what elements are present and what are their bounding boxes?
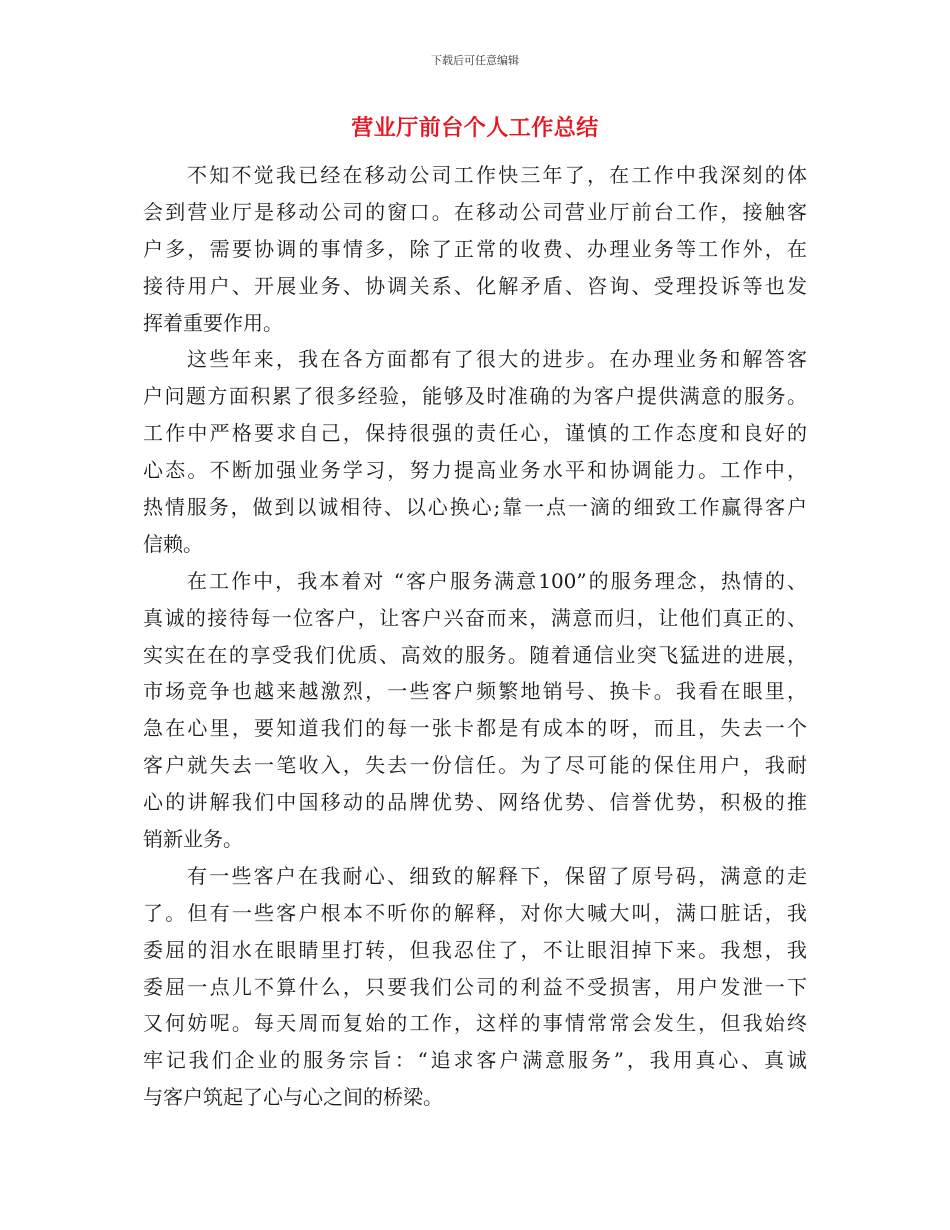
document-title: 营业厅前台个人工作总结 [351,115,599,141]
paragraph-line: 信赖。 [143,531,203,556]
paragraph-line: 不知不觉我已经在移动公司工作快三年了，在工作中我深刻的体 [187,163,807,187]
paragraph-line: 又何妨呢。每天周而复始的工作，这样的事情常常会发生，但我始终 [143,1011,807,1036]
paragraph-line: 客户就失去一笔收入，失去一份信任。为了尽可能的保住用户，我耐 [143,753,807,778]
paragraph-line: 真诚的接待每一位客户，让客户兴奋而来，满意而归，让他们真正的、 [143,605,807,630]
paragraph-line: 市场竞争也越来越激烈，一些客户频繁地销号、换卡。我看在眼里， [143,679,807,704]
paragraph-line: 急在心里，要知道我们的每一张卡都是有成本的呀，而且，失去一个 [143,716,807,741]
paragraph-line: 牢记我们企业的服务宗旨：“追求客户满意服务”，我用真心、真诚 [143,1048,807,1073]
paragraph-line: 工作中严格要求自己，保持很强的责任心，谨慎的工作态度和良好的 [143,421,807,446]
paragraph-line: 户多，需要协调的事情多，除了正常的收费、办理业务等工作外，在 [143,236,807,261]
paragraph-line: 实实在在的享受我们优质、高效的服务。随着通信业突飞猛进的进展， [143,642,807,667]
paragraph-line: 挥着重要作用。 [143,310,283,335]
paragraph [143,157,807,341]
paragraph [143,563,807,858]
paragraph-line: 这些年来，我在各方面都有了很大的进步。在办理业务和解答客 [187,347,807,372]
paragraph-line: 了。但有一些客户根本不听你的解释，对你大喊大叫，满口脏话，我 [143,900,807,925]
paragraph-line: 委屈的泪水在眼睛里打转，但我忍住了，不让眼泪掉下来。我想，我 [143,937,807,962]
paragraph-line: 会到营业厅是移动公司的窗口。在移动公司营业厅前台工作，接触客 [143,199,807,224]
paragraph-line: 销新业务。 [143,827,243,852]
paragraph-line: 心的讲解我们中国移动的品牌优势、网络优势、信誉优势，积极的推 [143,790,807,815]
document-body [143,157,807,1116]
paragraph-line: 与客户筑起了心与心之间的桥梁。 [143,1085,443,1110]
paragraph-line: 委屈一点儿不算什么，只要我们公司的利益不受损害，用户发泄一下 [143,974,807,999]
paragraph-line: 有一些客户在我耐心、细致的解释下，保留了原号码，满意的走 [187,863,807,888]
paragraph-line: 在工作中，我本着对 “客户服务满意100”的服务理念，热情的、 [187,568,807,593]
paragraph-line: 户问题方面积累了很多经验，能够及时准确的为客户提供满意的服务。 [143,384,807,409]
paragraph [143,858,807,1116]
paragraph [143,341,807,562]
paragraph-line: 心态。不断加强业务学习，努力提高业务水平和协调能力。工作中， [143,458,807,483]
paragraph-line: 热情服务，做到以诚相待、以心换心;靠一点一滴的细致工作赢得客户 [143,495,807,520]
paragraph-line: 接待用户、开展业务、协调关系、化解矛盾、咨询、受理投诉等也发 [143,273,807,298]
page-header: 下载后可任意编辑 [431,54,519,67]
